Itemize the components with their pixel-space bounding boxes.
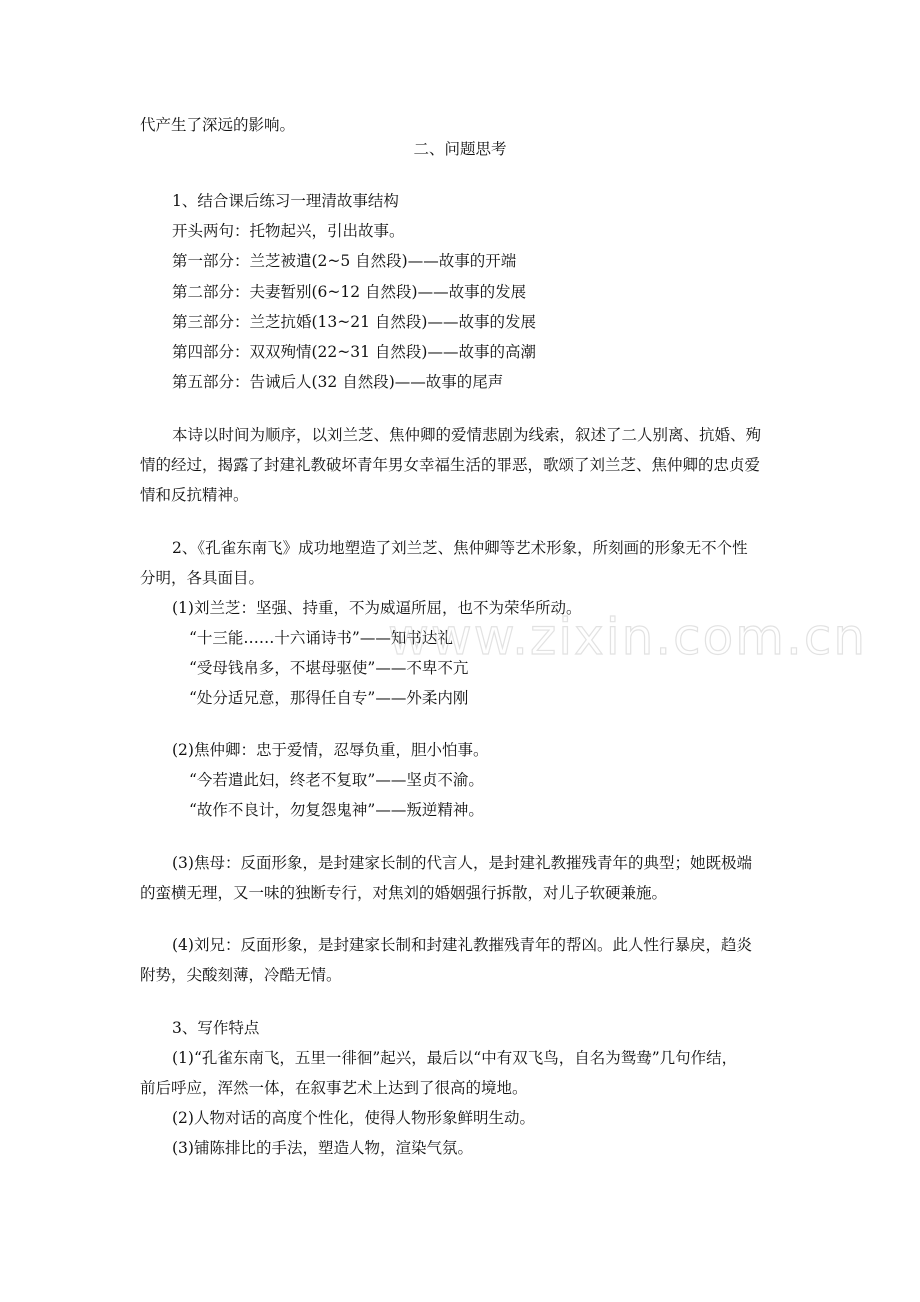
structure-line: 第五部分：告诫后人(32 自然段)——故事的尾声 (172, 373, 504, 391)
paragraph-line: 代产生了深远的影响。 (140, 116, 296, 134)
paragraph-line: 情和反抗精神。 (140, 486, 249, 504)
feature-item: (2)人物对话的高度个性化，使得人物形象鲜明生动。 (172, 1109, 535, 1127)
structure-line: 第四部分：双双殉情(22~31 自然段)——故事的高潮 (172, 343, 536, 361)
subheading: 1、结合课后练习一理清故事结构 (172, 192, 399, 210)
character-item: (4)刘兄：反面形象，是封建家长制和封建礼教摧残青年的帮凶。此人性行暴戾，趋炎 (172, 936, 752, 954)
paragraph-line: 附势，尖酸刻薄，冷酷无情。 (140, 966, 342, 984)
feature-item: (3)铺陈排比的手法，塑造人物，渲染气氛。 (172, 1139, 473, 1157)
section-heading: 二、问题思考 (413, 140, 507, 158)
structure-line: 第一部分：兰芝被遣(2~5 自然段)——故事的开端 (172, 252, 517, 270)
paragraph-line: 情的经过，揭露了封建礼教破坏青年男女幸福生活的罪恶，歌颂了刘兰芝、焦仲卿的忠贞爱 (140, 456, 761, 474)
structure-line: 第二部分：夫妻暂别(6~12 自然段)——故事的发展 (172, 283, 527, 301)
feature-item: (1)“孔雀东南飞，五里一徘徊”起兴，最后以“中有双飞鸟，自名为鸳鸯”几句作结， (172, 1049, 738, 1067)
character-item: (2)焦仲卿：忠于爱情，忍辱负重，胆小怕事。 (172, 741, 489, 759)
character-item: (3)焦母：反面形象，是封建家长制的代言人，是封建礼教摧残青年的典型；她既极端 (172, 854, 752, 872)
paragraph-line: 本诗以时间为顺序，以刘兰芝、焦仲卿的爱情悲剧为线索，叙述了二人别离、抗婚、殉 (172, 426, 762, 444)
quote-line: “受母钱帛多，不堪母驱使”——不卑不亢 (189, 659, 469, 677)
paragraph-line: 的蛮横无理，又一味的独断专行，对焦刘的婚姻强行拆散，对儿子软硬兼施。 (140, 884, 668, 902)
paragraph-line: 前后呼应，浑然一体，在叙事艺术上达到了很高的境地。 (140, 1079, 528, 1097)
quote-line: “十三能……十六诵诗书”——知书达礼 (189, 629, 453, 647)
quote-line: “今若遣此妇，终老不复取”——坚贞不渝。 (189, 771, 484, 789)
watermark: www.zixin.com.cn (388, 608, 868, 666)
structure-line: 开头两句：托物起兴，引出故事。 (172, 222, 405, 240)
structure-line: 第三部分：兰芝抗婚(13~21 自然段)——故事的发展 (172, 313, 536, 331)
quote-line: “处分适兄意，那得任自专”——外柔内刚 (189, 689, 469, 707)
paragraph-line: 2、《孔雀东南飞》成功地塑造了刘兰芝、焦仲卿等艺术形象，所刻画的形象无不个性 (172, 539, 748, 557)
paragraph-line: 分明，各具面目。 (140, 569, 265, 587)
subheading: 3、写作特点 (172, 1019, 260, 1037)
character-item: (1)刘兰芝：坚强、持重，不为威逼所屈，也不为荣华所动。 (172, 599, 582, 617)
quote-line: “故作不良计，勿复怨鬼神”——叛逆精神。 (189, 801, 484, 819)
